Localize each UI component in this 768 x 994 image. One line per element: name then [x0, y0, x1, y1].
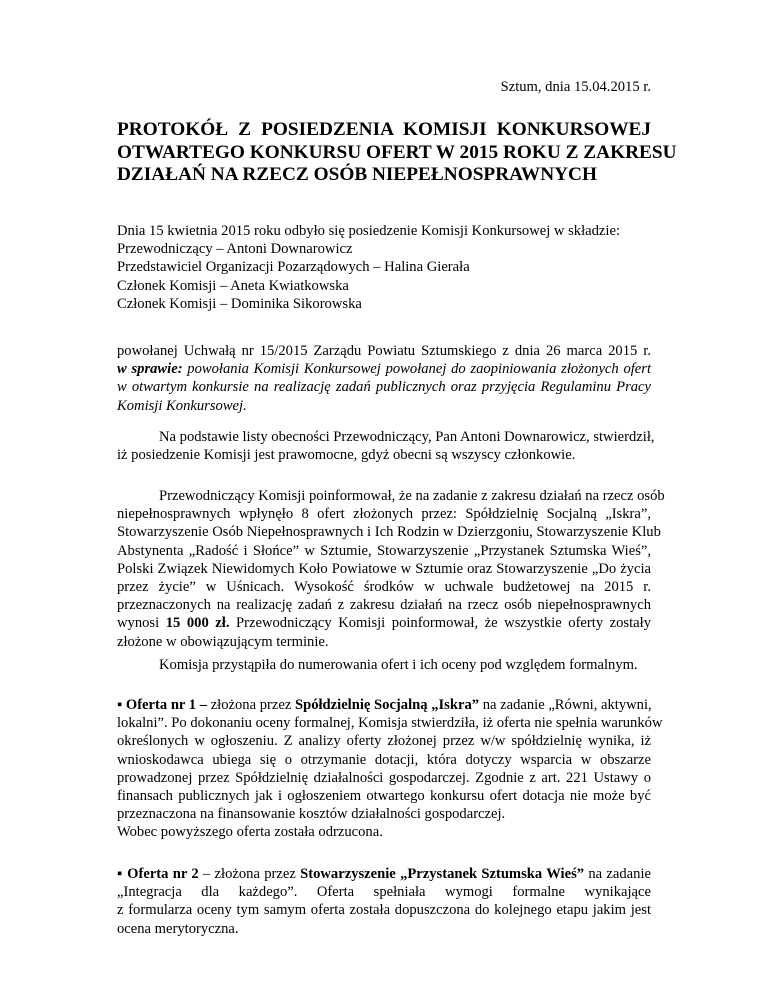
- offer-1-line: lokalni”. Po dokonaniu oceny formalnej, Komisja stwierdziła, iż oferta nie spełnia warunków: [117, 715, 663, 732]
- title-line: DZIAŁAŃ NA RZECZ OSÓB NIEPEŁNOSPRAWNYCH: [117, 164, 597, 185]
- offer-1-line: wnioskodawca ubiega się o otrzymanie dotacji, która dotyczy wsparcia w obszarze: [117, 751, 651, 768]
- offer-2-task: na zadanie: [584, 866, 651, 882]
- resolution-line: powołanej Uchwałą nr 15/2015 Zarządu Powiatu Sztumskiego z dnia 26 marca 2015 r.: [117, 343, 651, 359]
- resolution-subject: powołania Komisji Konkursowej powołanej do zaopiniowania złożonych ofert: [182, 361, 652, 378]
- offers-info-line: przeznaczonych na realizację zadań z zakresu działań na rzecz osób niepełnosprawnych: [117, 597, 651, 614]
- offer-1-line: prowadzonej przez Spółdzielnię działalności gospodarczej. Zgodnie z art. 221 Ustawy o: [117, 769, 651, 786]
- bullet-icon: ▪: [117, 697, 123, 713]
- offer-1-label: Oferta nr 1 –: [125, 697, 208, 713]
- offer-2-label: Oferta nr 2: [127, 866, 199, 882]
- document-date: Sztum, dnia 15.04.2015 r.: [500, 79, 651, 95]
- offers-info-line: niepełnosprawnych wpłynęło 8 ofert złożonych przez: Spółdzielnię Socjalną „Iskra”,: [117, 506, 651, 523]
- offer-1-conclusion: Wobec powyższego oferta została odrzucona.: [117, 824, 383, 841]
- offers-info-paragraph: [117, 487, 665, 651]
- offers-info-line: Polski Związek Niewidomych Koło Powiatowe w Sztumie oraz Stowarzyszenie „Do życia: [117, 560, 651, 577]
- amount-prefix: wynosi: [117, 615, 166, 632]
- offers-info-line: przez życie” w Uśnicach. Wysokość środków w uchwale budżetowej na 2015 r.: [117, 578, 651, 595]
- numbering-paragraph: [117, 656, 651, 674]
- resolution-paragraph: [117, 342, 651, 415]
- offer-2-line: „Integracja dla każdego”. Oferta spełniała wymogi formalne wynikające: [117, 884, 651, 901]
- amount-suffix: Przewodniczący Komisji poinformował, że wszystkie oferty zostały: [229, 615, 651, 632]
- committee-member: Członek Komisji – Dominika Sikorowska: [117, 295, 362, 312]
- offer-2-prefix: – złożona przez: [198, 866, 301, 882]
- subject-label: w sprawie:: [117, 361, 183, 378]
- resolution-line: Komisji Konkursowej.: [117, 397, 247, 414]
- offer-2-line: z formularza oceny tym samym oferta została dopuszczona do kolejnego etapu jakim jest: [117, 902, 651, 919]
- bullet-icon: ▪: [117, 866, 123, 882]
- offer-1-line: finansach publicznych jak i ogłoszeniem otwartego konkursu ofert dotacja nie może być: [117, 787, 651, 804]
- title-line: PROTOKÓŁ Z POSIEDZENIA KOMISJI KONKURSOWEJ: [117, 119, 651, 140]
- committee-member: Członek Komisji – Aneta Kwiatkowska: [117, 277, 349, 294]
- offer-1-organization: Spółdzielnię Socjalną „Iskra”: [294, 697, 480, 713]
- composition-intro: Dnia 15 kwietnia 2015 roku odbyło się posiedzenie Komisji Konkursowej w składzie:: [117, 223, 620, 239]
- offer-2-line: ocena merytoryczna.: [117, 920, 239, 937]
- offers-info-line: Przewodniczący Komisji poinformował, że na zadanie z zakresu działań na rzecz osób: [159, 488, 665, 504]
- offers-info-line: [117, 614, 651, 632]
- title-line: OTWARTEGO KONKURSU OFERT W 2015 ROKU Z ZAKRESU: [117, 141, 677, 163]
- budget-amount: 15 000 zł.: [165, 615, 230, 632]
- offers-info-line: Abstynenta „Radość i Słońce” w Sztumie, Stowarzyszenie „Przystanek Sztumska Wieś”,: [117, 542, 651, 559]
- offer-1-heading: [117, 696, 651, 714]
- numbering-text: Komisja przystąpiła do numerowania ofert i ich oceny pod względem formalnym.: [159, 657, 638, 673]
- quorum-line: iż posiedzenie Komisji jest prawomocne, gdyż obecni są wszyscy członkowie.: [117, 447, 576, 464]
- document-title: [117, 119, 677, 187]
- committee-member: Przewodniczący – Antoni Downarowicz: [117, 241, 353, 258]
- offer-2-organization: Stowarzyszenie „Przystanek Sztumska Wieś”: [300, 866, 585, 882]
- offer-2-heading: [117, 865, 651, 883]
- committee-member: Przedstawiciel Organizacji Pozarządowych – Halina Gierała: [117, 259, 470, 276]
- quorum-line: Na podstawie listy obecności Przewodniczący, Pan Antoni Downarowicz, stwierdził,: [159, 429, 655, 445]
- resolution-line: w otwartym konkursie na realizację zadań publicznych oraz przyjęcia Regulaminu Pracy: [117, 379, 651, 396]
- offer-1-section: [117, 696, 663, 842]
- offer-2-section: [117, 865, 651, 938]
- committee-composition: [117, 222, 651, 313]
- offer-1-prefix: złożona przez: [207, 697, 295, 713]
- offer-1-task: na zadanie „Równi, aktywni,: [479, 697, 652, 713]
- offers-info-line: złożone w obowiązującym terminie.: [117, 633, 329, 650]
- offer-1-line: określonych w ogłoszeniu. Z analizy oferty złożonej przez w/w spółdzielnię wynika, iż: [117, 733, 651, 750]
- quorum-paragraph: [117, 428, 655, 464]
- resolution-line: [117, 360, 651, 378]
- offer-1-line: przeznaczona na finansowanie kosztów działalności gospodarczej.: [117, 806, 506, 823]
- offers-info-line: Stowarzyszenie Osób Niepełnosprawnych i Ich Rodzin w Dzierzgoniu, Stowarzyszenie Klub: [117, 524, 661, 541]
